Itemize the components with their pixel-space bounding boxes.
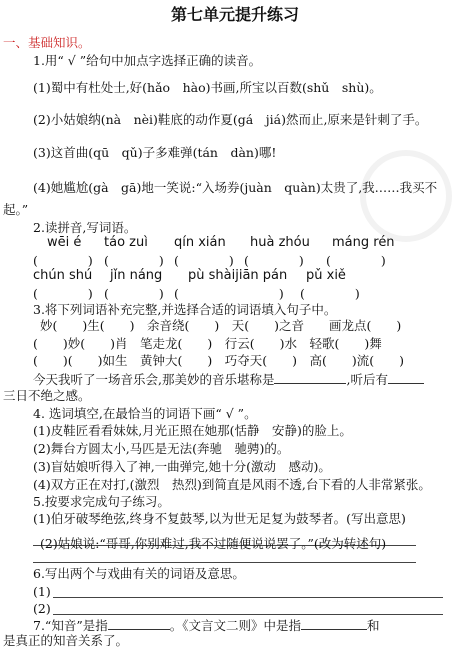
section-heading-basic: 一、基础知识。 <box>3 35 91 50</box>
pinyin-mangren: máng rén <box>332 235 395 250</box>
answer-bracket-4[interactable]: ( ) <box>244 253 304 268</box>
q3-sentence-part-a: 今天我听了一场音乐会,那美妙的音乐堪称是 <box>33 372 275 387</box>
pinyin-pushaijianpan: pù shàijiān pán <box>188 268 288 283</box>
q5-item-2: (2)姑娘说:“哥哥,你别难过,我不过随便说说罢了。”(改为转述句) <box>40 536 387 551</box>
pinyin-puxie: pǔ xiě <box>306 268 346 283</box>
q4-item-4: (4)双方正在对打,(激烈 热烈)到简直是风雨不透,台下看的人非常紧张。 <box>33 477 431 492</box>
pinyin-qinxian: qín xián <box>174 235 226 250</box>
q1-item-2: (2)小姑娘纳(nà nèi)鞋底的动作夏(gá jiá)然而止,原来是针刺了手。 <box>33 112 428 127</box>
q5-prompt: 5.按要求完成句子练习。 <box>33 494 170 509</box>
q6-answer-line-2[interactable] <box>53 614 443 615</box>
q1-item-4: (4)她尴尬(gà gā)地一笑说:“入场券(juàn quàn)太贵了,我……我买不 <box>33 180 438 195</box>
q3-blank-2[interactable] <box>388 371 424 384</box>
q6-prompt: 6.写出两个与戏曲有关的词语及意思。 <box>33 566 245 581</box>
q4-prompt: 4. 选词填空,在最恰当的词语下画“ √ ”。 <box>33 406 257 421</box>
pinyin-jinnang: jǐn náng <box>110 268 163 283</box>
q2-prompt: 2.读拼音,写词语。 <box>33 220 137 235</box>
q3-line-2: ( )妙( )肖 笔走龙( ) 行云( )水 轻歌( )舞 <box>33 336 382 351</box>
q6-item-2: (2) <box>33 601 51 616</box>
q7-blank-2[interactable] <box>301 617 367 630</box>
answer-bracket-2[interactable]: ( ) <box>104 253 164 268</box>
q5-answer-line-2[interactable] <box>33 562 416 563</box>
q1-item-4-cont: 起。” <box>3 202 29 217</box>
q1-prompt: 1.用“ √ ”给句中加点字选择正确的读音。 <box>33 53 262 68</box>
q3-sentence <box>33 371 424 388</box>
q4-item-2: (2)舞台方圆太小,马匹是无法(奔驰 驰骋)的。 <box>33 441 290 456</box>
page-title: 第七单元提升练习 <box>170 5 299 24</box>
q6-item-1: (1) <box>33 584 51 599</box>
answer-bracket-9[interactable]: ( ) <box>300 286 360 301</box>
q7-blank-1[interactable] <box>108 617 170 630</box>
pinyin-taozui: táo zuì <box>104 235 148 250</box>
q4-item-1: (1)皮鞋匠看看妹妹,月光正照在她那(恬静 安静)的脸上。 <box>33 423 352 438</box>
q7-part-c: 和 <box>366 618 380 633</box>
q7-next-line: 是真正的知音关系了。 <box>3 633 129 648</box>
answer-bracket-6[interactable]: ( ) <box>33 286 93 301</box>
q3-blank-1[interactable] <box>274 371 346 384</box>
q1-item-1: (1)蜀中有杜处士,好(hǎo hào)书画,所宝以百数(shǔ shù)。 <box>33 80 382 95</box>
pinyin-chunshu: chún shú <box>33 268 93 283</box>
q4-item-3: (3)盲姑娘听得入了神,一曲弹完,她十分(激动 感动)。 <box>33 459 331 474</box>
q3-line-1: 妙( )生( ) 余音绕( ) 天( )之音 画龙点( ) <box>40 318 402 333</box>
watermark-seal <box>360 150 452 242</box>
q3-sentence-part-b: ,听后有 <box>346 372 388 387</box>
answer-bracket-1[interactable]: ( ) <box>33 253 93 268</box>
q3-prompt: 3.将下列词语补充完整,并选择合适的词语填入句子中。 <box>33 302 337 317</box>
q3-sentence-cont: 三日不绝之感。 <box>3 388 91 403</box>
q3-line-3: ( )( )如生 黄钟大( ) 巧夺天( ) 高( )流( ) <box>33 353 405 368</box>
q5-item-1: (1)伯牙破琴绝弦,终身不复鼓琴,以为世无足复为鼓琴者。(写出意思) <box>33 511 406 526</box>
answer-bracket-7[interactable]: ( ) <box>104 286 164 301</box>
q6-answer-line-1[interactable] <box>53 597 443 598</box>
q1-item-3: (3)这首曲(qū qǔ)子多难弹(tán dàn)哪! <box>33 145 277 160</box>
pinyin-weie: wēi é <box>47 235 82 250</box>
answer-bracket-3[interactable]: ( ) <box>174 253 234 268</box>
answer-bracket-8[interactable]: ( ) <box>174 286 284 301</box>
q7-part-a: 7.“知音”是指 <box>33 618 108 633</box>
answer-bracket-5[interactable]: ( ) <box>326 253 386 268</box>
q7-part-b: 。《文言文二则》中是指 <box>169 618 301 633</box>
q7-line <box>33 617 380 634</box>
pinyin-huazhou: huà zhóu <box>250 235 310 250</box>
